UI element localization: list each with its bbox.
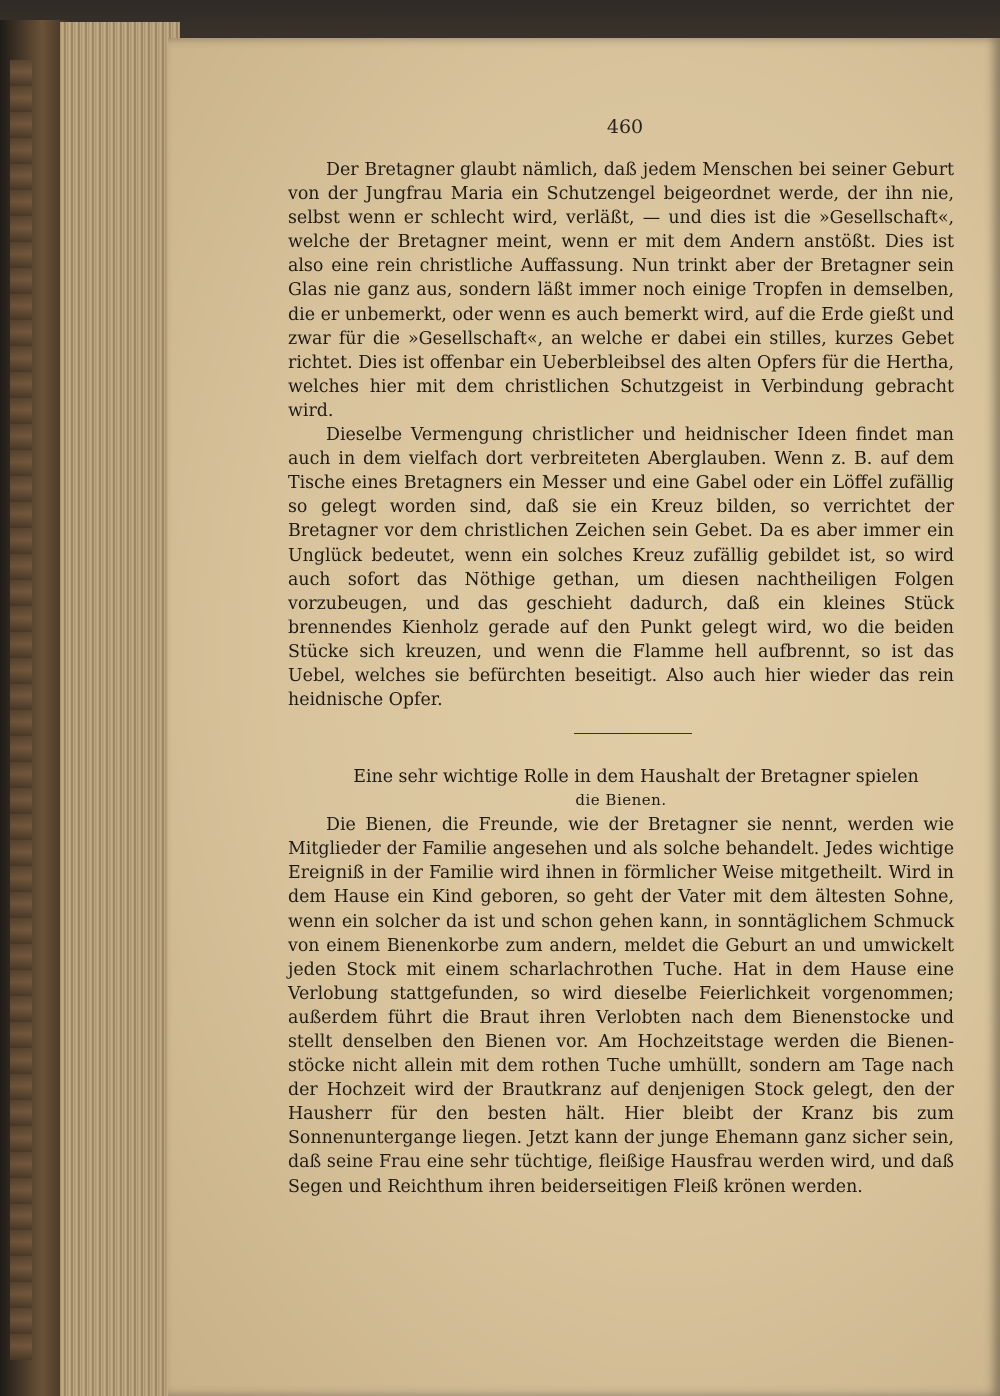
paragraph-1: Der Bretagner glaubt nämlich, daß jedem Menschen bei seiner Geburt von der Jungfrau Maria ein Schutzengel beigeordnet werde, der ihn nie, selbst wenn er schlecht wird, verläßt, — und dies ist die »Gesellschaft«, welche der Bretagner meint, wenn er mit dem Andern anstößt. Dies ist also eine rein christliche Auffassung. Nun trinkt aber der Bretagner sein Glas nie ganz aus, sondern läßt immer noch einige Tropfen in demselben, die er unbemerkt, oder wenn es auch bemerkt wird, auf die Erde gießt und zwar für die »Gesellschaft«, an welche er dabei ein stilles, kurzes Gebet richtet. Dies ist offenbar ein Ueberbleibsel des alten Opfers für die Hertha, welches hier mit dem christlichen Schutzgeist in Verbindung gebracht wird. bbox=[288, 160, 954, 421]
page-text bbox=[288, 158, 954, 1199]
paragraph-3: Die Bienen, die Freunde, wie der Bretagner sie nennt, werden wie Mitglieder der Familie angesehen und als solche behandelt. Jedes wichtige Ereigniß in der Familie wird ihnen in förmlicher Weise mitgetheilt. Wird in dem Hause ein Kind geboren, so geht der Vater mit dem ältesten Sohne, wenn ein solcher da ist und schon gehen kann, in sonntäglichem Schmuck von einem Bienenkorbe zum andern, meldet die Geburt an und umwickelt jeden Stock mit einem scharlachrothen Tuche. Hat in dem Hause eine Verlobung stattgefunden, so wird dieselbe Feierlichkeit vorgenommen; außerdem führt die Braut ihren Verlobten nach dem Bienenstocke und stellt denselben den Bienen vor. Am Hochzeitstage werden die Bienenstöcke nicht allein mit dem rothen Tuche umhüllt, sondern am Tage nach der Hochzeit wird der Brautkranz auf denjenigen Stock gelegt, den der Hausherr für den besten hält. Hier bleibt der Kranz bis zum Sonnenuntergange liegen. Jetzt kann der junge Ehemann ganz sicher sein, daß seine Frau eine sehr tüchtige, fleißige Hausfrau werden wird, und daß Segen und Reichthum ihren beiderseitigen Fleiß krönen werden. bbox=[288, 815, 954, 1197]
paragraph-2: Dieselbe Vermengung christlicher und heidnischer Ideen findet man auch in dem vielfach dort verbreiteten Aberglauben. Wenn z. B. auf dem Tische eines Bretagners ein Messer und eine Gabel oder ein Löffel zufällig so gelegt worden sind, daß sie ein Kreuz bilden, so verrichtet der Bretagner vor dem christlichen Zeichen sein Gebet. Da es aber immer ein Unglück bedeutet, wenn ein solches Kreuz zufällig gebildet ist, so wird auch sofort das Nöthige gethan, um diesen nachtheiligen Folgen vorzubeugen, und das geschieht dadurch, daß ein kleines Stück brennendes Kienholz gerade auf den Punkt gelegt wird, wo die beiden Stücke sich kreuzen, und wenn die Flamme hell aufbrennt, so ist das Uebel, welches sie befürchten beseitigt. Also auch hier wieder das rein heidnische Opfer. bbox=[288, 425, 954, 711]
book-spine-texture bbox=[10, 60, 32, 1360]
page-edges bbox=[60, 22, 180, 1396]
section-title: Eine sehr wichtige Rolle in dem Haushalt der Bretagner spielen bbox=[353, 767, 919, 788]
section-subtitle: die Bienen. bbox=[575, 791, 667, 810]
section-divider bbox=[574, 733, 692, 734]
page-number: 460 bbox=[606, 116, 644, 138]
